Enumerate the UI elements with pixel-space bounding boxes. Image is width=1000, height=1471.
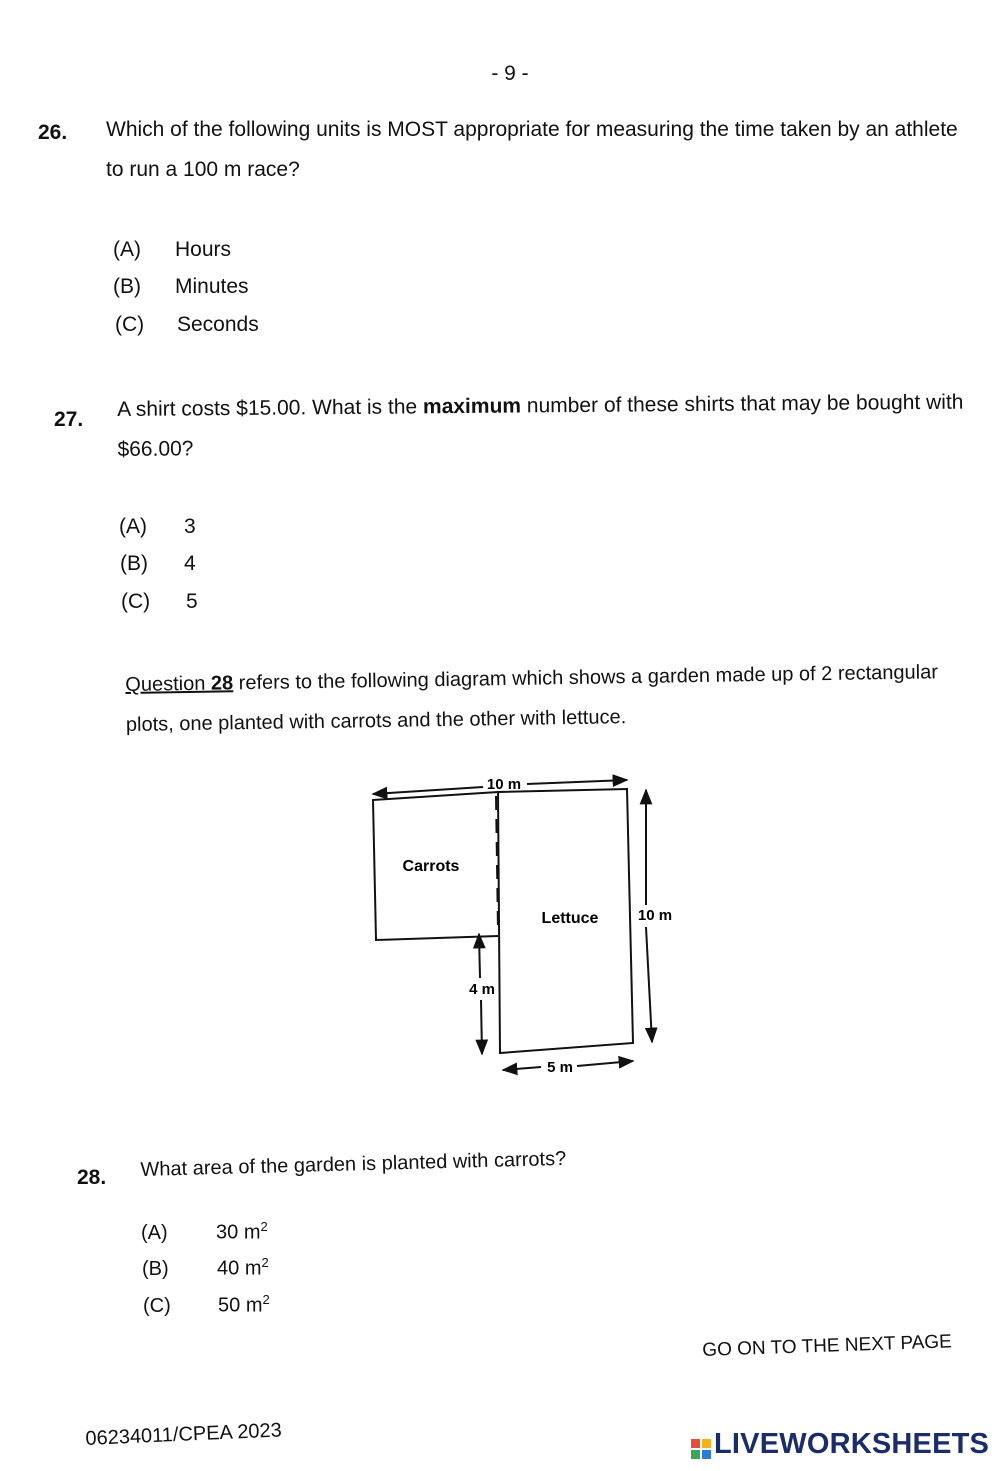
question-28-option-a[interactable]: (A) 30 $m^2$ xyxy=(141,1219,268,1244)
question-28-intro-line2: plots, one planted with carrots and the other with lettuce. xyxy=(125,706,627,736)
question-28-option-b[interactable]: (B) 40 $m^2$ xyxy=(142,1255,269,1280)
bottom-arrow-left xyxy=(503,1067,541,1070)
liveworksheets-logo-icon xyxy=(691,1439,711,1459)
garden-diagram xyxy=(355,760,695,1090)
gap-height-label: 4 m xyxy=(469,981,495,998)
right-height-label: 10 m xyxy=(637,907,673,924)
bottom-width-label: 5 m xyxy=(547,1059,573,1076)
question-26-option-a[interactable]: (A) Hours xyxy=(113,238,232,261)
question-27-number: 27. xyxy=(54,408,84,431)
question-28-intro xyxy=(125,651,986,744)
page-number: - 9 - xyxy=(491,62,529,85)
top-arrow-left xyxy=(373,787,483,794)
gap-arrow-down xyxy=(481,1000,482,1054)
question-ref: Question 28 xyxy=(125,672,234,696)
question-28-number: 28. xyxy=(77,1166,107,1189)
question-28-intro-line1: Question 28 refers to the following diagram which shows a garden made up of 2 rectangular xyxy=(125,661,939,696)
carrots-label: Carrots xyxy=(402,858,460,875)
question-27-line2: $66.00? xyxy=(117,437,194,461)
exam-code: 06234011/CPEA 2023 xyxy=(85,1419,283,1450)
question-26-option-c[interactable]: (C) Seconds xyxy=(115,313,259,336)
logo-square-1 xyxy=(691,1439,700,1448)
question-28-text: What area of the garden is planted with carrots? xyxy=(140,1147,567,1181)
top-arrow-right xyxy=(527,780,627,784)
liveworksheets-brand: LIVEWORKSHEETS xyxy=(714,1428,990,1460)
logo-square-2 xyxy=(702,1439,711,1448)
question-27-option-c[interactable]: (C) 5 xyxy=(121,590,198,613)
question-26-line2: to run a 100 m race? xyxy=(106,158,300,181)
gap-arrow-up xyxy=(479,934,480,978)
logo-square-4 xyxy=(702,1450,711,1459)
lettuce-label: Lettuce xyxy=(541,910,599,927)
right-arrow-down xyxy=(646,927,652,1042)
question-26-option-b[interactable]: (B) Minutes xyxy=(113,275,249,298)
question-26-text xyxy=(106,110,966,190)
go-on-next-page: GO ON TO THE NEXT PAGE xyxy=(702,1331,953,1361)
question-27-line1: A shirt costs $15.00. What is the maximum number of these shirts that may be bought with xyxy=(117,390,964,421)
question-27-option-b[interactable]: (B) 4 xyxy=(120,552,196,575)
question-27-option-a[interactable]: (A) 3 xyxy=(119,515,196,538)
question-26-line1: Which of the following units is MOST appropriate for measuring the time taken by an athlete xyxy=(106,118,958,141)
liveworksheets-logo xyxy=(691,1428,989,1461)
top-width-label: 10 m xyxy=(486,776,522,793)
logo-square-3 xyxy=(691,1450,700,1459)
question-27-text xyxy=(117,382,978,470)
question-26-number: 26. xyxy=(38,121,68,144)
bottom-arrow-right xyxy=(577,1061,633,1066)
question-28-option-c[interactable]: (C) 50 $m^2$ xyxy=(143,1292,270,1317)
